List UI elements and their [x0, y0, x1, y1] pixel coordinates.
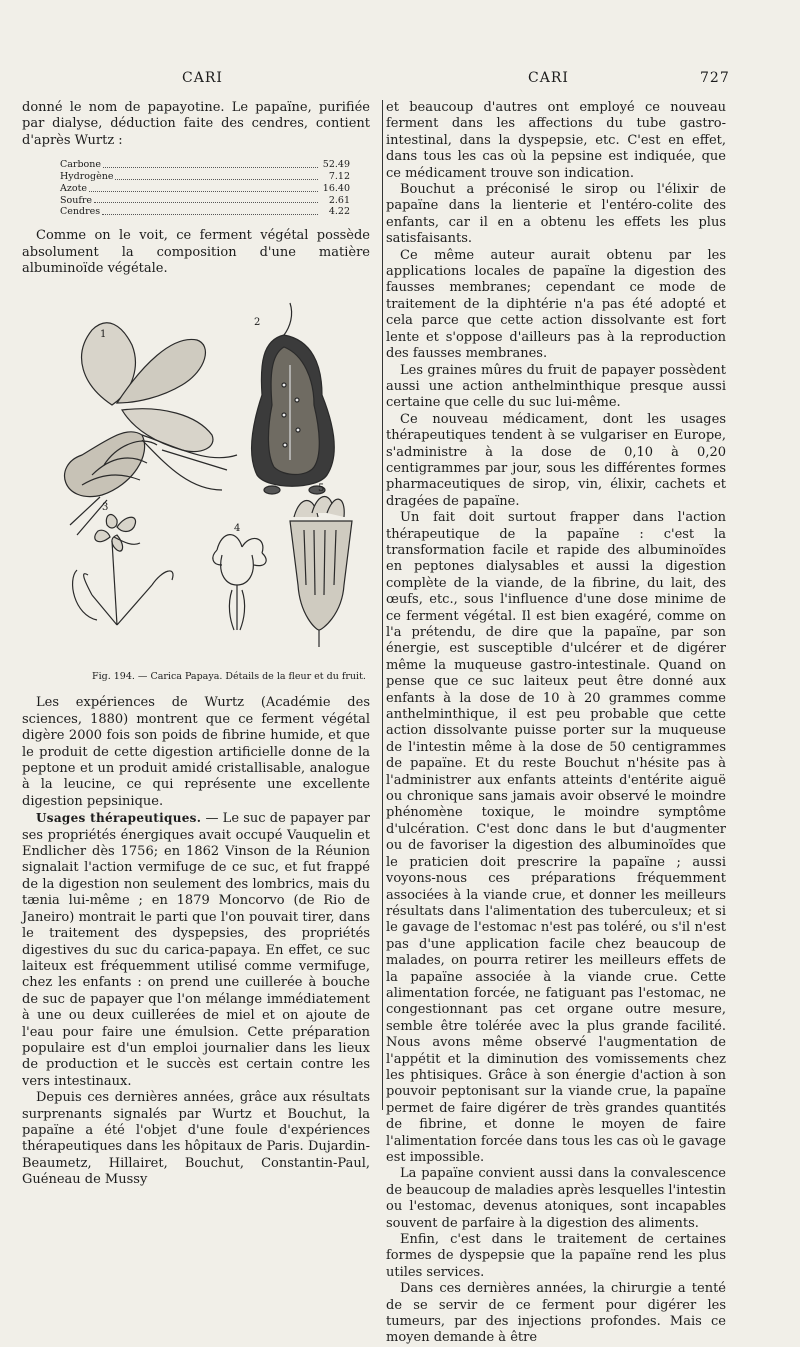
- composition-table: [60, 159, 350, 218]
- composition-row: [60, 183, 350, 195]
- element-name: Azote: [60, 182, 88, 194]
- paragraph: Comme on le voit, ce ferment végétal possède absolument la composition d'une matière albuminoïde végétale.: [22, 228, 370, 277]
- flower-drawing-5: [290, 497, 352, 648]
- paragraph: Les expériences de Wurtz (Académie des sciences, 1880) montrent que ce ferment végétal digère 2000 fois son poids de fibrine humide, et que le produit de cette digestion artificielle donne de la peptone et un produit amidé cristallisable, analogue à la leucine, ce qui représente une excellente digestion pepsinique.: [22, 695, 370, 809]
- element-name: Cendres: [60, 206, 101, 218]
- right-column: [386, 100, 726, 1347]
- section-heading: Usages thérapeutiques.: [36, 811, 202, 826]
- paragraph: Dans ces dernières années, la chirurgie a tenté de se servir de ce ferment pour digérer les tumeurs, par des injections profondes. Mais ce moyen demande à être: [386, 1281, 726, 1346]
- page-number: 727: [700, 70, 730, 86]
- flower-drawing-1: [65, 323, 237, 535]
- dot-leader: [94, 195, 318, 204]
- paragraph: Bouchut a préconisé le sirop ou l'élixir de papaïne dans la lienterie et l'entéro-colite des enfants, car il en a obtenu les effets les plus satisfaisants.: [386, 182, 726, 247]
- composition-row: [60, 171, 350, 183]
- element-value: 16.40: [322, 182, 350, 194]
- paragraph-text: — Le suc de papayer par ses propriétés énergiques avait occupé Vauquelin et Endlicher dès 1756; en 1862 Vinson de la Réunion signalait l'action vermifuge de ce suc, et fut frappé de la digestion non seulement des lombrics, mais du tænia lui-même ; en 1879 Moncorvo (de Rio de Janeiro) montrait le parti que l'on pouvait tirer, dans le traitement des dyspepsies, des propriétés digestives du suc du carica-papaya. En effet, ce suc laiteux est fréquemment utilisé comme vermifuge, chez les enfants : on prend une cuillerée à bouche de suc de papayer que l'on mélange immédiatement à une ou deux cuillerées de miel et on ajoute de l'eau pour faire une émulsion. Cette préparation populaire est d'un emploi journalier dans les lieux de production et le succès est certain contre les vers intestinaux.: [22, 811, 370, 1089]
- composition-row: [60, 195, 350, 207]
- element-value: 4.22: [328, 206, 350, 218]
- paragraph: [22, 810, 370, 1090]
- element-name: Carbone: [60, 159, 102, 171]
- dot-leader: [89, 183, 318, 192]
- paragraph: Ce même auteur aurait obtenu par les applications locales de papaïne la digestion des fausses membranes; cependant ce mode de traitement de la diphtérie n'a pas été adopté et cela parce que cette action dissolvante est fort lente et s'oppose d'ailleurs pas à la reproduction des fausses membranes.: [386, 247, 726, 362]
- figure-label-3: 3: [102, 502, 109, 514]
- dot-leader: [102, 206, 318, 215]
- element-value: 7.12: [328, 171, 350, 183]
- paragraph: et beaucoup d'autres ont employé ce nouveau ferment dans les affections du tube gastro-intestinal, dans la dyspepsie, etc. C'est en effet, dans tous les cas où la pepsine est indiquée, que ce médicament trouve son indication.: [386, 100, 726, 181]
- paragraph: La papaïne convient aussi dans la convalescence de beaucoup de maladies après lesquelles l'intestin ou l'estomac, devenus atoniques, sont incapables souvent de parfaire à la digestion des aliments.: [386, 1166, 726, 1231]
- running-head-right: CARI: [528, 70, 569, 86]
- dot-leader: [103, 159, 318, 168]
- left-column: [22, 100, 370, 1189]
- figure-label-1: 1: [100, 329, 107, 341]
- column-divider: [382, 100, 383, 1110]
- element-value: 2.61: [328, 194, 350, 206]
- paragraph: Depuis ces dernières années, grâce aux résultats surprenants signalés par Wurtz et Bouchut, la papaïne a été l'objet d'une foule d'expériences thérapeutiques dans les hôpitaux de Paris. Dujardin-Beaumetz, Hillairet, Bouchut, Constantin-Paul, Guéneau de Mussy: [22, 1090, 370, 1188]
- composition-row: [60, 206, 350, 218]
- figure-label-5: 5: [318, 483, 325, 495]
- fruit-section-drawing: [252, 303, 335, 494]
- figure-label-4: 4: [234, 523, 241, 535]
- element-value: 52.49: [322, 159, 350, 171]
- flower-drawing-3: [73, 515, 173, 625]
- flower-drawing-4: [213, 535, 266, 630]
- figure-caption: Fig. 194. — Carica Papaya. Détails de la fleur et du fruit.: [92, 671, 366, 683]
- element-name: Hydrogène: [60, 171, 114, 183]
- figure-label-2: 2: [254, 317, 261, 329]
- running-head-left: CARI: [182, 70, 223, 86]
- paragraph: Les graines mûres du fruit de papayer possèdent aussi une action anthelminthique presque aussi certaine que celle du suc lui-même.: [386, 362, 726, 411]
- paragraph: donné le nom de papayotine. Le papaïne, purifiée par dialyse, déduction faite des cendres, contient d'après Wurtz :: [22, 100, 370, 148]
- dot-leader: [115, 171, 318, 180]
- paragraph: Enfin, c'est dans le traitement de certaines formes de dyspepsie que la papaïne rend les plus utiles services.: [386, 1232, 726, 1280]
- paragraph: Ce nouveau médicament, dont les usages thérapeutiques tendent à se vulgariser en Europe, s'administre à la dose de 0,10 à 0,20 centigrammes par jour, sous les différentes formes pharmaceutiques de sirop, vin, élixir, cachets et dragées de papaïne.: [386, 411, 726, 509]
- composition-row: [60, 159, 350, 171]
- paragraph: Un fait doit surtout frapper dans l'action thérapeutique de la papaïne : c'est la transformation facile et rapide des albuminoïdes en peptones dialysables et aussi la digestion complète de la viande, de la fibrine, du lait, des œufs, etc., sous l'influence d'une dose minime de ce ferment végétal. Il est bien exagéré, comme on l'a prétendu, de dire que la papaïne, par son énergie, est susceptible d'ulcérer et de digérer même la muqueuse gastro-intestinale. Quand on pense que ce suc laiteux peut être donné aux enfants à la dose de 10 à 20 grammes comme anthelminthique, il est peu probable que cette action dissolvante puisse porter sur la muqueuse de l'intestin même à la dose de 50 centigrammes de papaïne. Et du reste Bouchut n'hésite pas à l'administrer aux enfants atteints d'entérite aiguë ou chronique sans jamais avoir observé le moindre phénomène toxique, le moindre symptôme d'ulcération. C'est donc dans le but d'augmenter ou de favoriser la digestion des albuminoïdes que le praticien doit prescrire la papaïne ; aussi voyons-nous ces préparations fréquemment associées à la viande crue, et donner les meilleurs résultats dans l'alimentation des tuberculeux; et si le gavage de l'estomac n'est pas toléré, ou s'il n'est pas d'une application facile chez beaucoup de malades, on pourra retirer les meilleurs effets de la papaïne associée à la viande crue. Cette alimentation forcée, ne fatiguant pas l'estomac, ne congestionnant pas cet organe outre mesure, semble être tolérée avec la plus grande facilité. Nous avons même observé l'augmentation de l'appétit et la diminution des vomissements chez les phtisiques. Grâce à son énergie d'action à son pouvoir peptonisant sur la viande crue, la papaïne permet de faire digérer de très grandes quantités de fibrine, et donne le moyen de faire l'alimentation forcée dans tous les cas où le gavage est impossible.: [386, 510, 726, 1165]
- papaya-illustration: [22, 285, 370, 669]
- element-name: Soufre: [60, 194, 93, 206]
- botanical-figure: [22, 285, 370, 695]
